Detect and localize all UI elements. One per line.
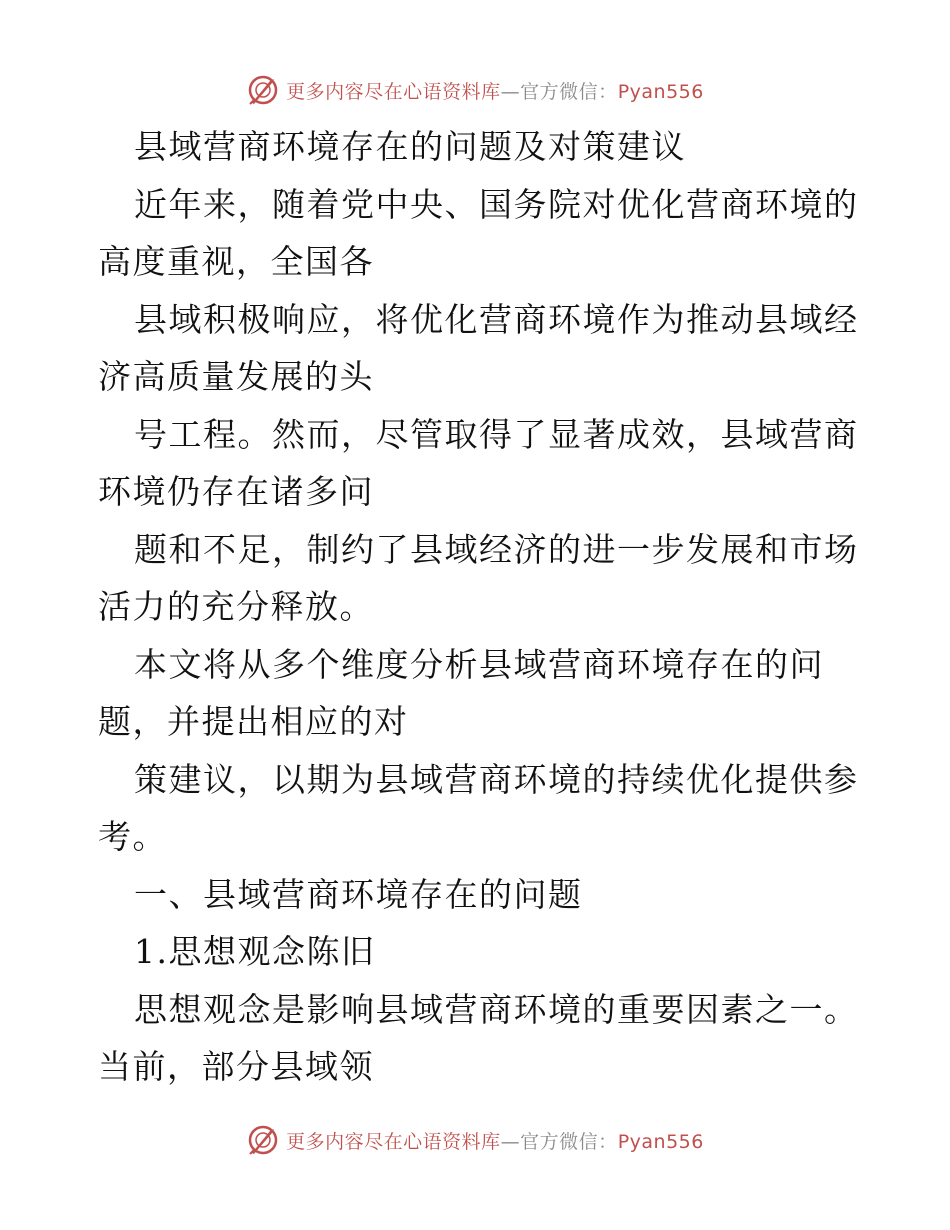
banner-main-text: 更多内容尽在心语资料库: [286, 80, 501, 103]
text-line: 思想观念是影响县域营商环境的重要因素之一。: [134, 989, 859, 1029]
text-line: 环境仍存在诸多问: [98, 472, 374, 511]
text-line: 高度重视，全国各: [98, 242, 374, 281]
banner-official-label: 官方微信：: [520, 80, 618, 103]
text-line: 县域积极响应，将优化营商环境作为推动县域经: [134, 299, 859, 339]
text-line: 县域营商环境存在的问题及对策建议: [134, 127, 686, 166]
text-line: 当前，部分县域领: [98, 1047, 374, 1086]
text-line: 题和不足，制约了县域经济的进一步发展和市场: [134, 529, 859, 569]
text-line: 本文将从多个维度分析县域营商环境存在的问: [134, 644, 824, 684]
text-line: 1.思想观念陈旧: [134, 932, 376, 971]
text-line: 题，并提出相应的对: [98, 702, 409, 741]
footer-watermark-banner: [0, 1120, 950, 1160]
text-line: 考。: [98, 817, 167, 856]
banner-dash: —: [500, 1130, 521, 1153]
quill-pen-logo-icon: [246, 73, 280, 107]
banner-wechat-id: Pyan556: [617, 80, 704, 103]
text-line: 一、县域营商环境存在的问题: [134, 874, 583, 914]
text-line: 近年来，随着党中央、国务院对优化营商环境的: [134, 184, 859, 224]
text-line: 策建议，以期为县域营商环境的持续优化提供参: [134, 759, 859, 799]
header-watermark-banner: [0, 70, 950, 110]
banner-main-text: 更多内容尽在心语资料库: [286, 1130, 501, 1153]
banner-wechat-id: Pyan556: [617, 1130, 704, 1153]
banner-official-label: 官方微信：: [520, 1130, 618, 1153]
text-line: 济高质量发展的头: [98, 357, 374, 396]
banner-dash: —: [500, 80, 521, 103]
text-line: 号工程。然而，尽管取得了显著成效，县域营商: [134, 414, 859, 454]
banner-text: [286, 1127, 704, 1154]
banner-text: [286, 77, 704, 104]
document-body: [98, 118, 858, 1096]
text-line: 活力的充分释放。: [98, 587, 374, 626]
quill-pen-logo-icon: [246, 1123, 280, 1157]
